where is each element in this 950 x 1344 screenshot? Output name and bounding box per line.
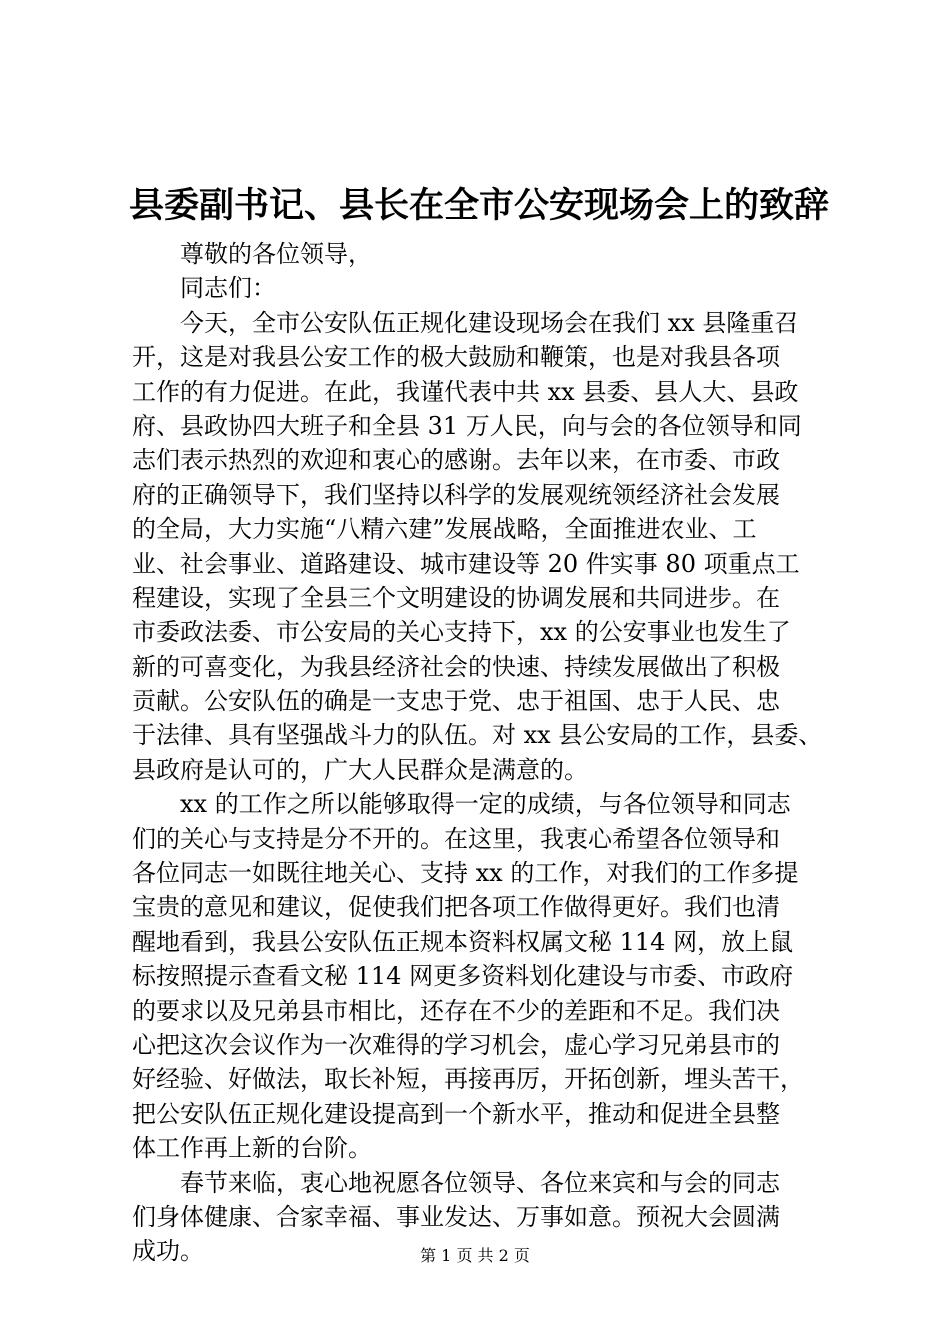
body-line: 程建设，实现了全县三个文明建设的协调发展和共同进步。在 bbox=[132, 583, 780, 612]
body-line: 同志们： bbox=[180, 274, 276, 303]
body-line: 工作的有力促进。在此，我谨代表中共 xx 县委、县人大、县政 bbox=[132, 377, 799, 406]
body-line: 的全局，大力实施“八精六建”发展战略，全面推进农业、工 bbox=[132, 515, 757, 544]
body-line: 开，这是对我县公安工作的极大鼓励和鞭策，也是对我县各项 bbox=[132, 343, 780, 372]
body-line: 各位同志一如既往地关心、支持 xx 的工作，对我们的工作多提 bbox=[132, 859, 799, 888]
body-line: xx 的工作之所以能够取得一定的成绩，与各位领导和同志 bbox=[180, 790, 791, 819]
body-line: 醒地看到，我县公安队伍正规本资料权属文秘 114 网，放上鼠 bbox=[132, 927, 794, 956]
body-line: 宝贵的意见和建议，促使我们把各项工作做得更好。我们也清 bbox=[132, 893, 780, 922]
body-line: 于法律、具有坚强战斗力的队伍。对 xx 县公安局的工作，县委、 bbox=[132, 721, 823, 750]
body-line: 把公安队伍正规化建设提高到一个新水平，推动和促进全县整 bbox=[132, 1099, 780, 1128]
body-line: 市委政法委、市公安局的关心支持下，xx 的公安事业也发生了 bbox=[132, 618, 791, 647]
body-line: 标按照提示查看文秘 114 网更多资料划化建设与市委、市政府 bbox=[132, 962, 794, 991]
body-line: 体工作再上新的台阶。 bbox=[132, 1134, 372, 1163]
body-line: 春节来临，衷心地祝愿各位领导、各位来宾和与会的同志 bbox=[180, 1168, 780, 1197]
document-title: 县委副书记、县长在全市公安现场会上的致辞 bbox=[129, 185, 830, 226]
body-line: 贡献。公安队伍的确是一支忠于党、忠于祖国、忠于人民、忠 bbox=[132, 687, 780, 716]
body-line: 府的正确领导下，我们坚持以科学的发展观统领经济社会发展 bbox=[132, 480, 780, 509]
body-line: 的要求以及兄弟县市相比，还存在不少的差距和不足。我们决 bbox=[132, 996, 780, 1025]
page-footer: 第 1 页 共 2 页 bbox=[420, 1246, 530, 1265]
body-line: 新的可喜变化，为我县经济社会的快速、持续发展做出了积极 bbox=[132, 652, 780, 681]
body-line: 心把这次会议作为一次难得的学习机会，虚心学习兄弟县市的 bbox=[132, 1030, 780, 1059]
body-line: 府、县政协四大班子和全县 31 万人民，向与会的各位领导和同 bbox=[132, 411, 802, 440]
body-line: 尊敬的各位领导， bbox=[180, 240, 372, 268]
body-line: 县政府是认可的，广大人民群众是满意的。 bbox=[132, 755, 588, 784]
body-line: 们的关心与支持是分不开的。在这里，我衷心希望各位领导和 bbox=[132, 824, 780, 853]
document-body bbox=[132, 237, 832, 1269]
body-line: 业、社会事业、道路建设、城市建设等 20 件实事 80 项重点工 bbox=[132, 549, 800, 578]
body-line: 们身体健康、合家幸福、事业发达、万事如意。预祝大会圆满 bbox=[132, 1202, 780, 1231]
body-line: 志们表示热烈的欢迎和衷心的感谢。去年以来，在市委、市政 bbox=[132, 446, 780, 475]
body-line: 成功。 bbox=[132, 1237, 204, 1266]
body-line: 今天，全市公安队伍正规化建设现场会在我们 xx 县隆重召 bbox=[180, 308, 799, 337]
body-line: 好经验、好做法，取长补短，再接再厉，开拓创新，埋头苦干， bbox=[132, 1065, 804, 1094]
